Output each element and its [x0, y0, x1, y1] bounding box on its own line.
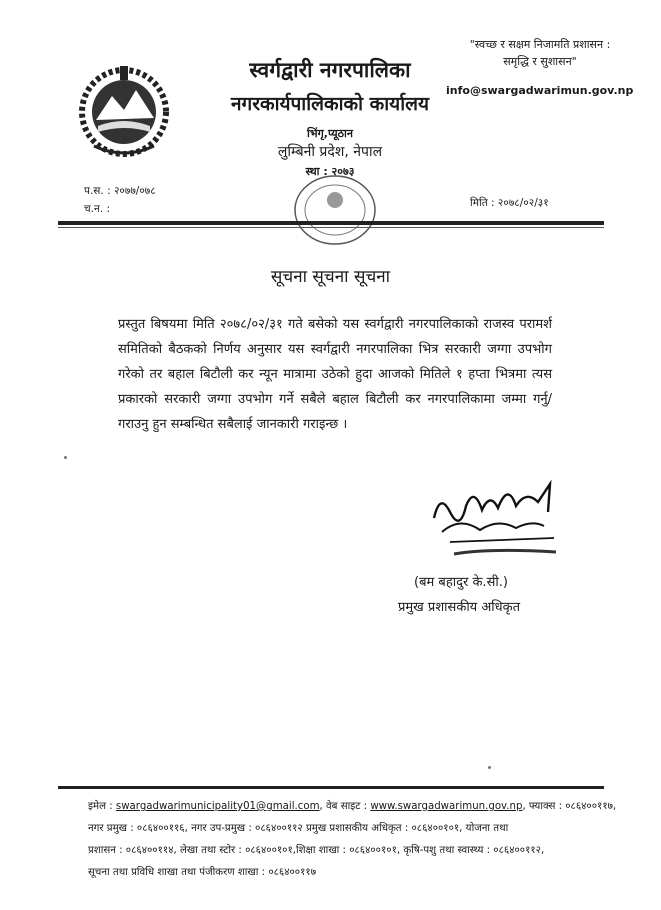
- notice-body: प्रस्तुत बिषयमा मिति २०७८/०२/३१ गते बसेको यस स्वर्गद्वारी नगरपालिकाको राजस्व परामर्श समितिको बैठकको निर्णय अनुसार यस स्वर्गद्वारी नगरपालिका भित्र सरकारी जग्गा उपभोग गरेको तर बहाल बिटौली कर न्यून मात्रामा उठेको हुदा आजको मितिले १ हप्ता भित्रमा त्यस प्रकारको सरकारी जग्गा उपभोग गर्ने सबैले बहाल बिटौली कर नगरपालिकामा जम्मा गर्नु/ गराउनु हुन सम्बन्धित सबैलाई जानकारी गराइन्छ ।: [118, 317, 552, 432]
- province: लुम्बिनी प्रदेश, नेपाल: [277, 144, 383, 160]
- motto-line-1: "स्वच्छ र सक्षम निजामति प्रशासन :: [469, 38, 611, 51]
- footer-contacts: [88, 796, 618, 884]
- footer-email-label: इमेल :: [88, 801, 116, 812]
- established: स्था : २०७३: [305, 165, 355, 178]
- office-name: नगरकार्यपालिकाको कार्यालय: [230, 93, 430, 115]
- signatory-title: प्रमुख प्रशासकीय अधिकृत: [398, 600, 521, 615]
- chalani-number: च.न. :: [84, 203, 111, 215]
- footer-website-label: , वेब साइट :: [319, 801, 371, 812]
- footer-line-1: [88, 796, 618, 818]
- handwritten-signature: [420, 472, 570, 572]
- municipality-emblem-logo: [74, 60, 174, 160]
- footer-line-2: नगर प्रमुख : ०८६४००११६, नगर उप-प्रमुख : ०८६४००११२ प्रमुख प्रशासकीय अधिकृत : ०८६४००१०१, योजना तथा: [88, 823, 509, 834]
- footer-fax: , फ्याक्स : ०८६४००११७,: [522, 801, 617, 812]
- office-place: भिंगृ,प्यूठान: [307, 127, 353, 140]
- footer-divider: [58, 786, 604, 789]
- footer-email-link[interactable]: swargadwarimunicipality01@gmail.com: [115, 801, 320, 812]
- header-divider: [58, 221, 604, 225]
- signatory-name: (बम बहादुर के.सी.): [414, 575, 508, 590]
- footer-line-4: सूचना तथा प्रविधि शाखा तथा पंजीकरण शाखा : ०८६४००११७: [88, 867, 316, 878]
- header-divider-thin: [58, 227, 604, 228]
- scan-speck: [488, 766, 491, 769]
- footer-website-link[interactable]: www.swargadwarimun.gov.np: [370, 801, 523, 812]
- letter-date: मिति : २०७८/०२/३१: [470, 197, 549, 209]
- org-name: स्वर्गद्वारी नगरपालिका: [249, 58, 411, 82]
- scan-speck: [64, 456, 67, 459]
- office-stamp: [290, 170, 380, 250]
- motto-line-2: समृद्धि र सुशासन": [503, 55, 577, 68]
- header-email: info@swargadwarimun.gov.np: [446, 84, 634, 97]
- notice-title: सूचना सूचना सूचना: [270, 267, 391, 287]
- motto: [440, 36, 640, 70]
- patra-sankhya: प.स. : २०७७/०७८: [84, 185, 156, 197]
- footer-line-3: प्रशासन : ०८६४००११४, लेखा तथा स्टोर : ०८६४००१०१,शिक्षा शाखा : ०८६४००१०१, कृषि-पशु तथा स्वास्थ्य : ०८६४००११२,: [88, 845, 545, 856]
